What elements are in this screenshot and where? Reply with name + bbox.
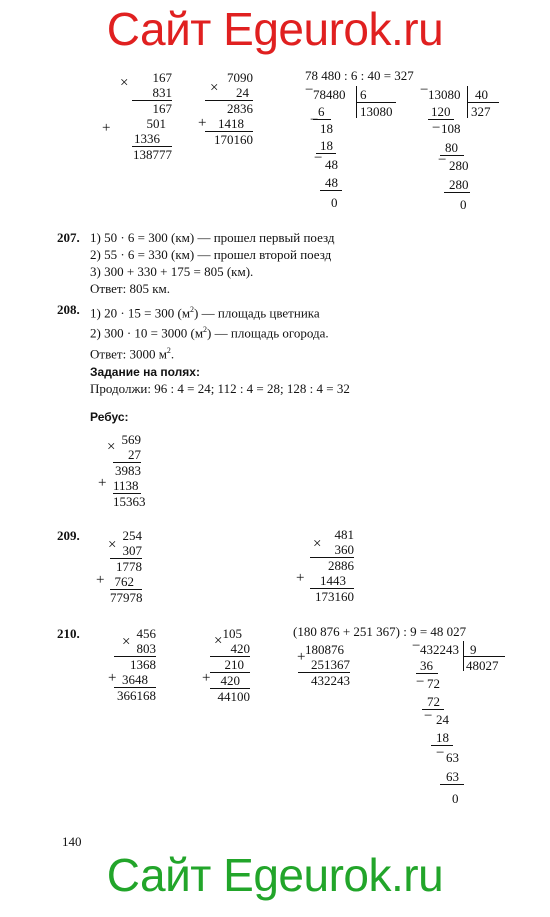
partial-1: 1368	[130, 657, 156, 672]
partial-2: 420	[210, 673, 250, 689]
partial-2: 1138	[113, 478, 141, 494]
column-mult-254x307	[110, 528, 142, 605]
plus-sign: +	[297, 649, 306, 665]
division-step: 18	[320, 121, 333, 136]
divisor-line	[463, 656, 505, 657]
times-sign: ×	[107, 439, 116, 455]
division-step: 48	[325, 175, 338, 190]
minus-sign: −	[416, 674, 425, 690]
problem-number-209: 209.	[57, 528, 80, 543]
factor-a: 254	[122, 528, 142, 543]
column-mult-167x831	[132, 70, 172, 162]
dividend: 13080	[428, 87, 461, 102]
division-step: 48	[325, 157, 338, 172]
product: 138777	[133, 147, 172, 162]
problem-number-210: 210.	[57, 626, 80, 641]
partial-1: 2886	[328, 558, 354, 573]
factor-b: 360	[310, 542, 354, 558]
partial-2: 1418	[205, 116, 253, 132]
divisor-line	[467, 102, 499, 103]
partial-1: 167	[152, 101, 172, 116]
division-step: 280	[449, 177, 469, 192]
times-sign: ×	[210, 80, 219, 96]
quotient: 13080	[360, 104, 393, 119]
minus-sign: −	[438, 152, 447, 168]
solution-line: 2) 300 · 10 = 3000 $(м^2)$ — площадь огорода.	[90, 325, 329, 341]
sum: 432243	[311, 673, 350, 688]
minus-sign: −	[305, 82, 314, 98]
factor-a: 7090	[227, 70, 253, 85]
times-sign: ×	[120, 75, 129, 91]
addend-b: 251367	[298, 657, 350, 673]
problem-208-solution	[90, 302, 329, 361]
step-line	[444, 192, 470, 193]
factor-a: 481	[334, 527, 354, 542]
division-step: 108	[441, 121, 461, 136]
division-step: 72	[427, 676, 440, 691]
quotient: 48027	[466, 658, 499, 673]
division-step: 120	[431, 104, 451, 119]
division-step: 6	[318, 104, 325, 119]
factor-a: 569	[121, 432, 141, 447]
divisor-line	[356, 102, 396, 103]
column-mult-481x360	[310, 527, 354, 604]
division-step: 63	[446, 750, 459, 765]
division-step: 80	[445, 140, 458, 155]
product: 366168	[117, 688, 156, 703]
product: 44100	[217, 689, 250, 704]
plus-sign: +	[202, 670, 211, 686]
partial-2: 762	[110, 574, 142, 590]
margin-task-title: Задание на полях:	[90, 365, 200, 379]
factor-b: 803	[114, 641, 156, 657]
column-mult-569x27	[113, 432, 146, 509]
minus-sign: −	[432, 120, 441, 136]
watermark-top: Сайт Egeurok.ru	[106, 3, 444, 55]
factor-b: 307	[110, 543, 142, 559]
column-mult-105x420	[210, 626, 250, 704]
product: 77978	[110, 590, 143, 605]
answer-line: Ответ: 3000 $м^2$.	[90, 345, 175, 361]
division-step: 18	[320, 138, 333, 153]
expression-210: (180 876 + 251 367) : 9 = 48 027	[293, 624, 467, 639]
minus-sign: −	[420, 82, 429, 98]
plus-sign: +	[198, 115, 207, 131]
solution-line: 3) 300 + 330 + 175 = 805 (км).	[90, 264, 254, 279]
factor-b: 27	[113, 447, 141, 463]
times-sign: ×	[313, 536, 322, 552]
product: 15363	[113, 494, 146, 509]
factor-a: 456	[136, 626, 156, 641]
plus-sign: +	[102, 120, 111, 136]
column-add-180876	[298, 642, 350, 688]
division-step: 18	[436, 730, 449, 745]
step-line	[320, 190, 342, 191]
partial-2: 3648	[114, 672, 156, 688]
minus-sign: −	[424, 708, 433, 724]
division-step: 72	[427, 694, 440, 709]
factor-b: 24	[205, 85, 253, 101]
partial-1: 210	[210, 657, 250, 673]
rebus-title: Ребус:	[90, 410, 129, 424]
division-remainder: 0	[331, 195, 338, 210]
divisor: 9	[470, 642, 477, 657]
minus-sign: −	[436, 745, 445, 761]
times-sign: ×	[122, 634, 131, 650]
plus-sign: +	[296, 570, 305, 586]
division-remainder: 0	[460, 197, 467, 212]
divisor: 40	[475, 87, 488, 102]
factor-b: 420	[210, 641, 250, 657]
watermark-bottom: Сайт Egeurok.ru	[106, 849, 444, 901]
divisor: 6	[360, 87, 367, 102]
division-step: 63	[446, 769, 459, 784]
factor-b: 831	[132, 85, 172, 101]
quotient: 327	[471, 104, 491, 119]
product: 170160	[214, 132, 253, 147]
partial-2: 1443	[310, 573, 354, 589]
plus-sign: +	[108, 670, 117, 686]
solution-line: 1) 20 · 15 = 300 $(м^2)$ — площадь цветника	[90, 305, 320, 321]
division-remainder: 0	[452, 791, 459, 806]
division-step: 280	[449, 158, 469, 173]
solution-line: 1) 50 · 6 = 300 (км) — прошел первый поезд	[90, 230, 335, 245]
partial-1: 1778	[116, 559, 142, 574]
addend-a: 180876	[305, 642, 344, 657]
page-number: 140	[62, 834, 82, 849]
minus-sign: −	[412, 638, 421, 654]
minus-sign: −	[310, 112, 319, 128]
plus-sign: +	[98, 475, 107, 491]
margin-task-text: Продолжи: 96 : 4 = 24; 112 : 4 = 28; 128 : 4 = 32	[90, 381, 350, 396]
solution-line: 2) 55 · 6 = 330 (км) — прошел второй поезд	[90, 247, 332, 262]
dividend: 78480	[313, 87, 346, 102]
column-mult-7090x24	[205, 70, 253, 147]
partial-1: 2836	[227, 101, 253, 116]
partial-1: 3983	[115, 463, 141, 478]
times-sign: ×	[214, 633, 223, 649]
problem-number-208: 208.	[57, 302, 80, 317]
problem-number-207: 207.	[57, 230, 80, 245]
minus-sign: −	[314, 150, 323, 166]
partial-3: 1336	[132, 131, 172, 147]
step-line	[440, 784, 464, 785]
partial-2: 501	[146, 116, 166, 131]
times-sign: ×	[108, 537, 117, 553]
dividend: 432243	[420, 642, 459, 657]
division-step: 24	[436, 712, 449, 727]
division-step: 36	[420, 658, 433, 673]
factor-a: 167	[152, 70, 172, 85]
factor-a: 105	[222, 626, 242, 641]
problem-207-solution	[90, 230, 335, 296]
plus-sign: +	[96, 572, 105, 588]
division-expression: 78 480 : 6 : 40 = 327	[305, 68, 414, 83]
product: 173160	[315, 589, 354, 604]
column-mult-456x803	[114, 626, 156, 703]
answer-line: Ответ: 805 км.	[90, 281, 170, 296]
